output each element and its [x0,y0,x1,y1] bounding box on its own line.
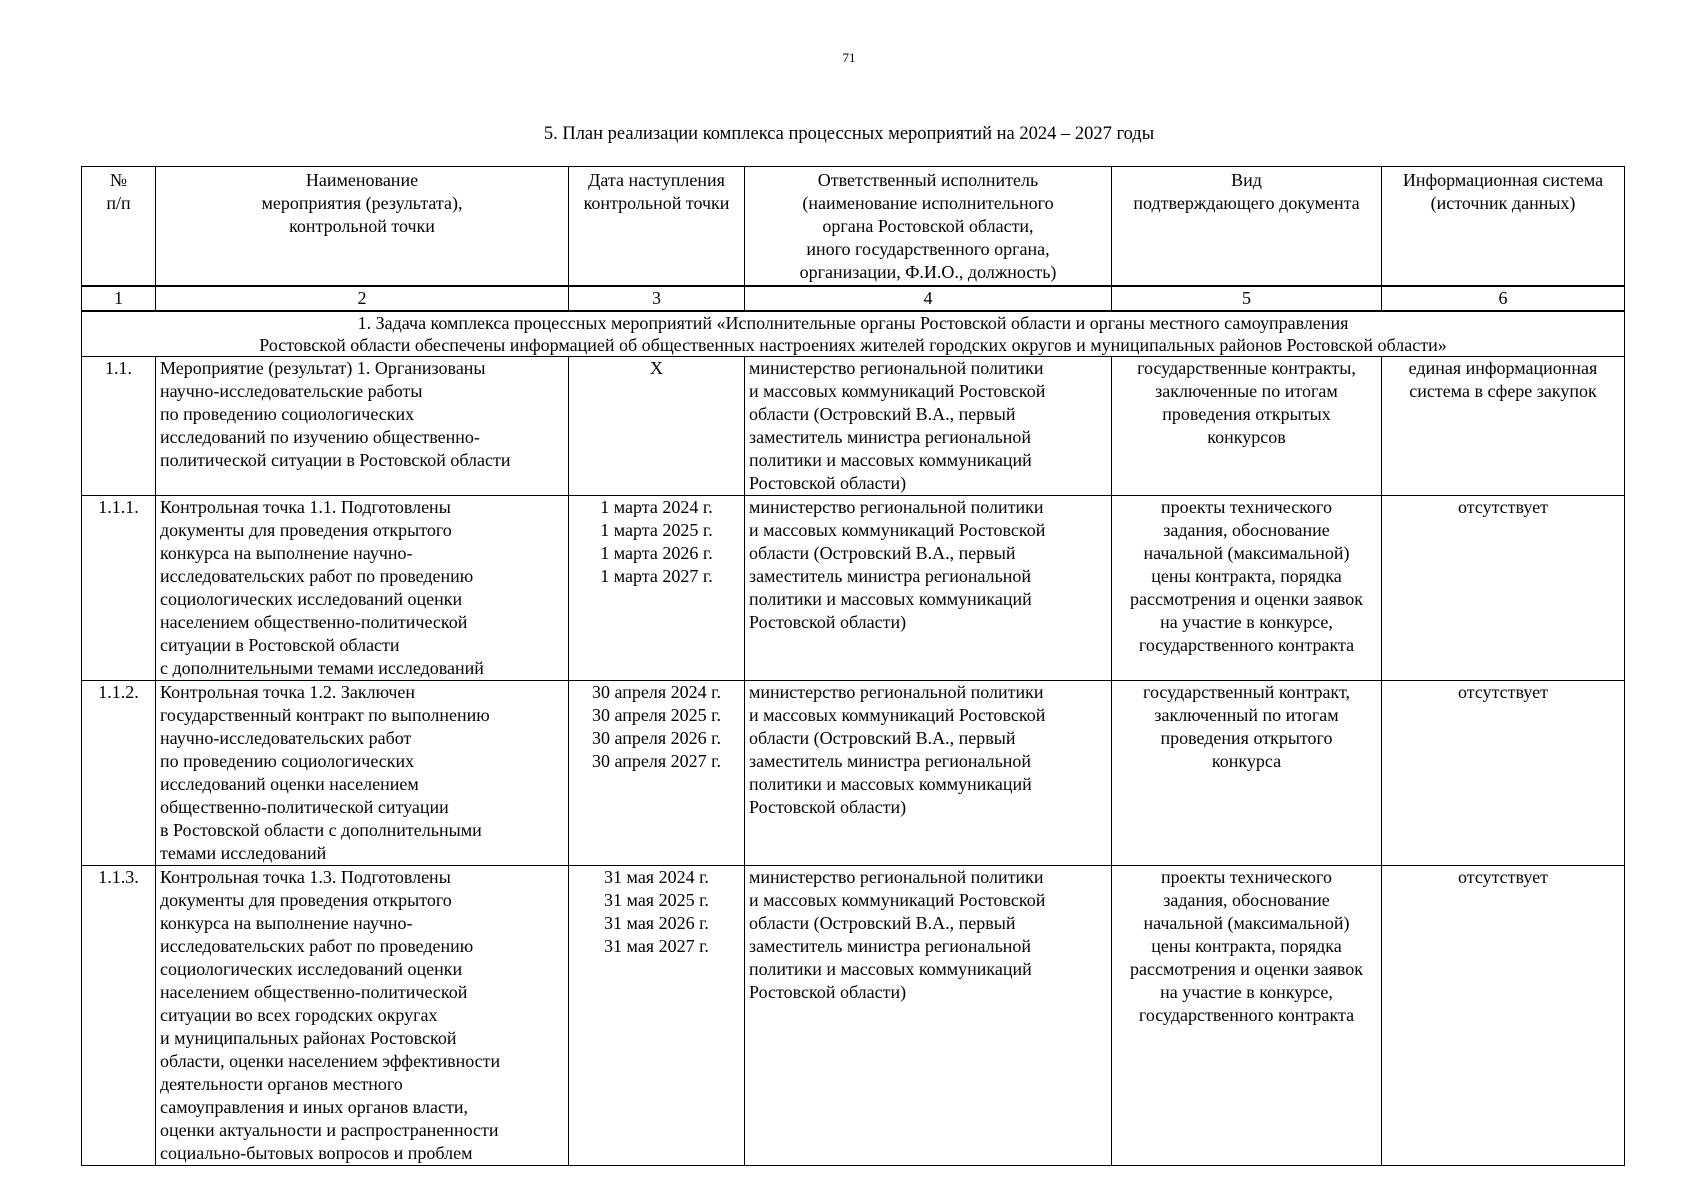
header-information-system: Информационная система (источник данных) [1382,167,1625,287]
task-heading: 1. Задача комплекса процессных мероприятий «Исполнительные органы Ростовской области и органы местного самоуправления Ростовской области обеспечены информацией об общественных настроениях жителей городских округов и муниципальных районов Ростовской области» [82,311,1625,357]
table-row [82,496,1625,681]
column-number: 4 [745,286,1112,311]
event-name: Контрольная точка 1.1. Подготовлены документы для проведения открытого конкурса на выполнение научно- исследовательских работ по проведению социологических исследований оценки населением общественно-политической ситуации в Ростовской области с дополнительными темами исследований [156,496,569,681]
row-number: 1.1. [82,357,156,496]
confirming-document: проекты технического задания, обоснование начальной (максимальной) цены контракта, порядка рассмотрения и оценки заявок на участие в конкурсе, государственного контракта [1112,866,1382,1166]
page-title: 5. План реализации комплекса процессных мероприятий на 2024 – 2027 годы [543,124,1155,144]
control-date: X [569,357,745,496]
confirming-document: государственный контракт, заключенный по итогам проведения открытого конкурса [1112,681,1382,866]
control-date: 1 марта 2024 г. 1 марта 2025 г. 1 марта 2026 г. 1 марта 2027 г. [569,496,745,681]
header-event-name: Наименование мероприятия (результата), контрольной точки [156,167,569,287]
confirming-document: проекты технического задания, обоснование начальной (максимальной) цены контракта, порядка рассмотрения и оценки заявок на участие в конкурсе, государственного контракта [1112,496,1382,681]
header-control-date: Дата наступления контрольной точки [569,167,745,287]
implementation-plan-table [81,166,1625,1166]
table-row [82,357,1625,496]
column-number: 1 [82,286,156,311]
page-number: 71 [842,50,856,65]
information-system: отсутствует [1382,681,1625,866]
information-system: единая информационная система в сфере закупок [1382,357,1625,496]
row-number: 1.1.1. [82,496,156,681]
responsible-executor: министерство региональной политики и массовых коммуникаций Ростовской области (Островский В.А., первый заместитель министра региональной политики и массовых коммуникаций Ростовской области) [745,681,1112,866]
responsible-executor: министерство региональной политики и массовых коммуникаций Ростовской области (Островский В.А., первый заместитель министра региональной политики и массовых коммуникаций Ростовской области) [745,866,1112,1166]
event-name: Контрольная точка 1.2. Заключен государственный контракт по выполнению научно-исследовательских работ по проведению социологических исследований оценки населением общественно-политической ситуации в Ростовской области с дополнительными темами исследований [156,681,569,866]
table-header-row [82,167,1625,287]
information-system: отсутствует [1382,866,1625,1166]
header-number: № п/п [82,167,156,287]
row-number: 1.1.3. [82,866,156,1166]
task-row [82,311,1625,357]
event-name: Контрольная точка 1.3. Подготовлены документы для проведения открытого конкурса на выполнение научно- исследовательских работ по проведению социологических исследований оценки населением общественно-политической ситуации во всех городских округах и муниципальных районах Ростовской области, оценки населением эффективности деятельности органов местного самоуправления и иных органов власти, оценки актуальности и распространенности социально-бытовых вопросов и проблем [156,866,569,1166]
control-date: 30 апреля 2024 г. 30 апреля 2025 г. 30 апреля 2026 г. 30 апреля 2027 г. [569,681,745,866]
confirming-document: государственные контракты, заключенные по итогам проведения открытых конкурсов [1112,357,1382,496]
control-date: 31 мая 2024 г. 31 мая 2025 г. 31 мая 2026 г. 31 мая 2027 г. [569,866,745,1166]
information-system: отсутствует [1382,496,1625,681]
column-number: 6 [1382,286,1625,311]
column-number: 3 [569,286,745,311]
header-document-type: Вид подтверждающего документа [1112,167,1382,287]
table-row [82,681,1625,866]
row-number: 1.1.2. [82,681,156,866]
header-responsible-executor: Ответственный исполнитель (наименование исполнительного органа Ростовской области, иного государственного органа, организации, Ф.И.О., должность) [745,167,1112,287]
event-name: Мероприятие (результат) 1. Организованы научно-исследовательские работы по проведению социологических исследований по изучению общественно- политической ситуации в Ростовской области [156,357,569,496]
responsible-executor: министерство региональной политики и массовых коммуникаций Ростовской области (Островский В.А., первый заместитель министра региональной политики и массовых коммуникаций Ростовской области) [745,357,1112,496]
column-number: 2 [156,286,569,311]
table-row [82,866,1625,1166]
column-number: 5 [1112,286,1382,311]
column-number-row [82,286,1625,311]
responsible-executor: министерство региональной политики и массовых коммуникаций Ростовской области (Островский В.А., первый заместитель министра региональной политики и массовых коммуникаций Ростовской области) [745,496,1112,681]
